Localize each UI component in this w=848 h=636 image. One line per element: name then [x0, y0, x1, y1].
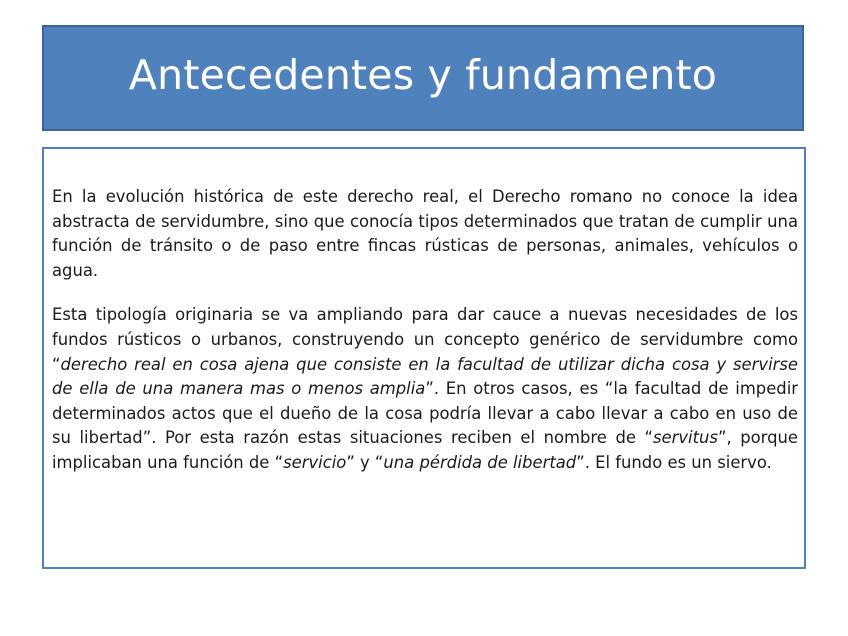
p2-text-2: ”. En otros casos, es “la facultad de impedir determinados actos que el dueño de la cosa podría llevar a cabo llevar a cabo en uso de su libertad”. Por esta razón estas situaciones reciben el nombre de “: [52, 379, 798, 448]
content-panel: [42, 147, 806, 569]
slide-title: Antecedentes y fundamento: [128, 50, 718, 99]
title-banner: [42, 25, 804, 131]
p2-text-4: ” y “: [346, 452, 384, 472]
p2-italic-servitus: servitus: [653, 428, 718, 448]
p2-text-1: Esta tipología originaria se va ampliando para dar cauce a nuevas necesidades de los fundos rústicos o urbanos, construyendo un concepto genérico de servidumbre como “: [52, 305, 798, 374]
paragraph-2: [52, 303, 798, 475]
paragraph-1: En la evolución histórica de este derecho real, el Derecho romano no conoce la idea abstracta de servidumbre, sino que conocía tipos determinados que tratan de cumplir una función de tránsito o de paso entre fincas rústicas de personas, animales, vehículos o agua.: [52, 187, 798, 280]
p2-text-5: ”. El fundo es un siervo.: [576, 452, 772, 472]
p2-italic-definition: derecho real en cosa ajena que consiste en la facultad de utilizar dicha cosa y servirse de ella de una manera mas o menos amplia: [52, 354, 798, 399]
p2-italic-perdida: una pérdida de libertad: [383, 452, 577, 472]
p2-text-3: ”, porque implicaban una función de “: [52, 428, 799, 472]
p2-italic-servicio: servicio: [283, 452, 347, 472]
